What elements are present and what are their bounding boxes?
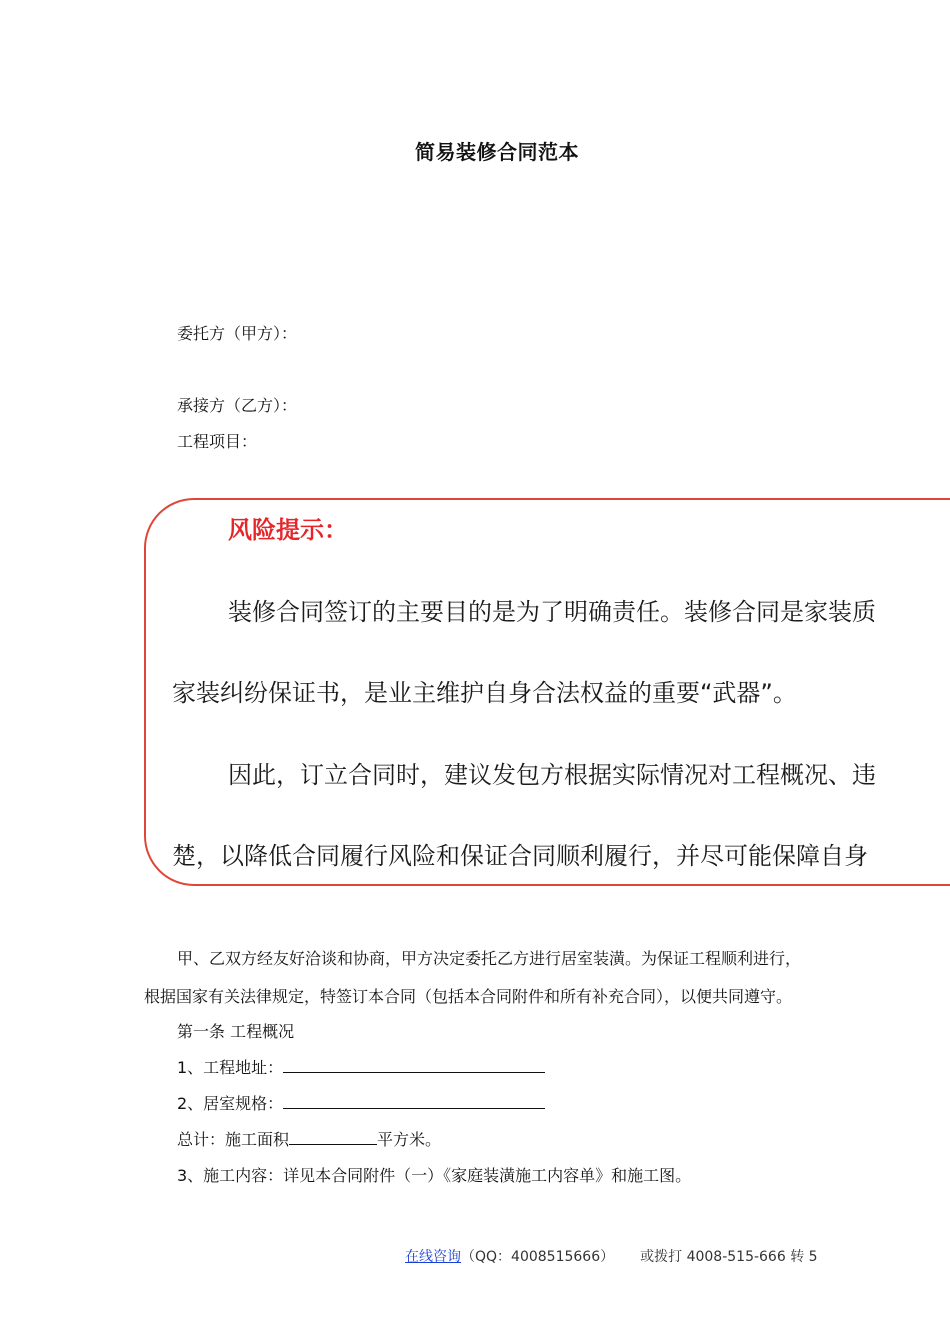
risk-notice-line: 家装纠纷保证书，是业主维护自身合法权益的重要“武器”。 [172, 679, 797, 707]
total-area-prefix: 总计：施工面积 [177, 1130, 290, 1149]
room-spec-blank[interactable] [283, 1094, 545, 1109]
address-label: 1、工程地址： [177, 1058, 284, 1077]
risk-notice-line: 因此，订立合同时，建议发包方根据实际情况对工程概况、违 [228, 761, 876, 789]
total-area-item [177, 1127, 441, 1150]
qq-text: （QQ：4008515666） [461, 1249, 615, 1265]
address-item [177, 1055, 545, 1078]
contractor-party-label: 承接方（乙方）： [177, 396, 298, 415]
risk-notice-line: 楚，以降低合同履行风险和保证合同顺利履行，并尽可能保障自身 [172, 842, 868, 870]
intro-paragraph-line2: 根据国家有关法律规定，特签订本合同（包括本合同附件和所有补充合同），以便共同遵守。 [144, 987, 793, 1006]
risk-notice-heading: 风险提示： [228, 516, 348, 544]
total-area-suffix: 平方米。 [377, 1130, 442, 1149]
room-spec-label: 2、居室规格： [177, 1094, 284, 1113]
project-label: 工程项目： [177, 432, 258, 451]
phone-text: 或拨打 4008-515-666 转 5 [640, 1249, 818, 1265]
construction-content-item: 3、施工内容：详见本合同附件（一）《家庭装潢施工内容单》和施工图。 [177, 1166, 692, 1185]
area-blank[interactable] [289, 1130, 377, 1145]
address-blank[interactable] [283, 1058, 545, 1073]
room-spec-item [177, 1091, 545, 1114]
footer-contact [405, 1246, 818, 1266]
client-party-label: 委托方（甲方）： [177, 324, 298, 343]
risk-notice-line: 装修合同签订的主要目的是为了明确责任。装修合同是家装质 [228, 598, 876, 626]
article-heading: 第一条 工程概况 [177, 1022, 295, 1041]
document-title: 简易装修合同范本 [415, 140, 579, 164]
risk-notice-box [144, 498, 950, 886]
intro-paragraph-line1: 甲、乙双方经友好洽谈和协商，甲方决定委托乙方进行居室装潢。为保证工程顺利进行， [177, 949, 802, 968]
online-consult-link[interactable]: 在线咨询 [405, 1249, 461, 1265]
